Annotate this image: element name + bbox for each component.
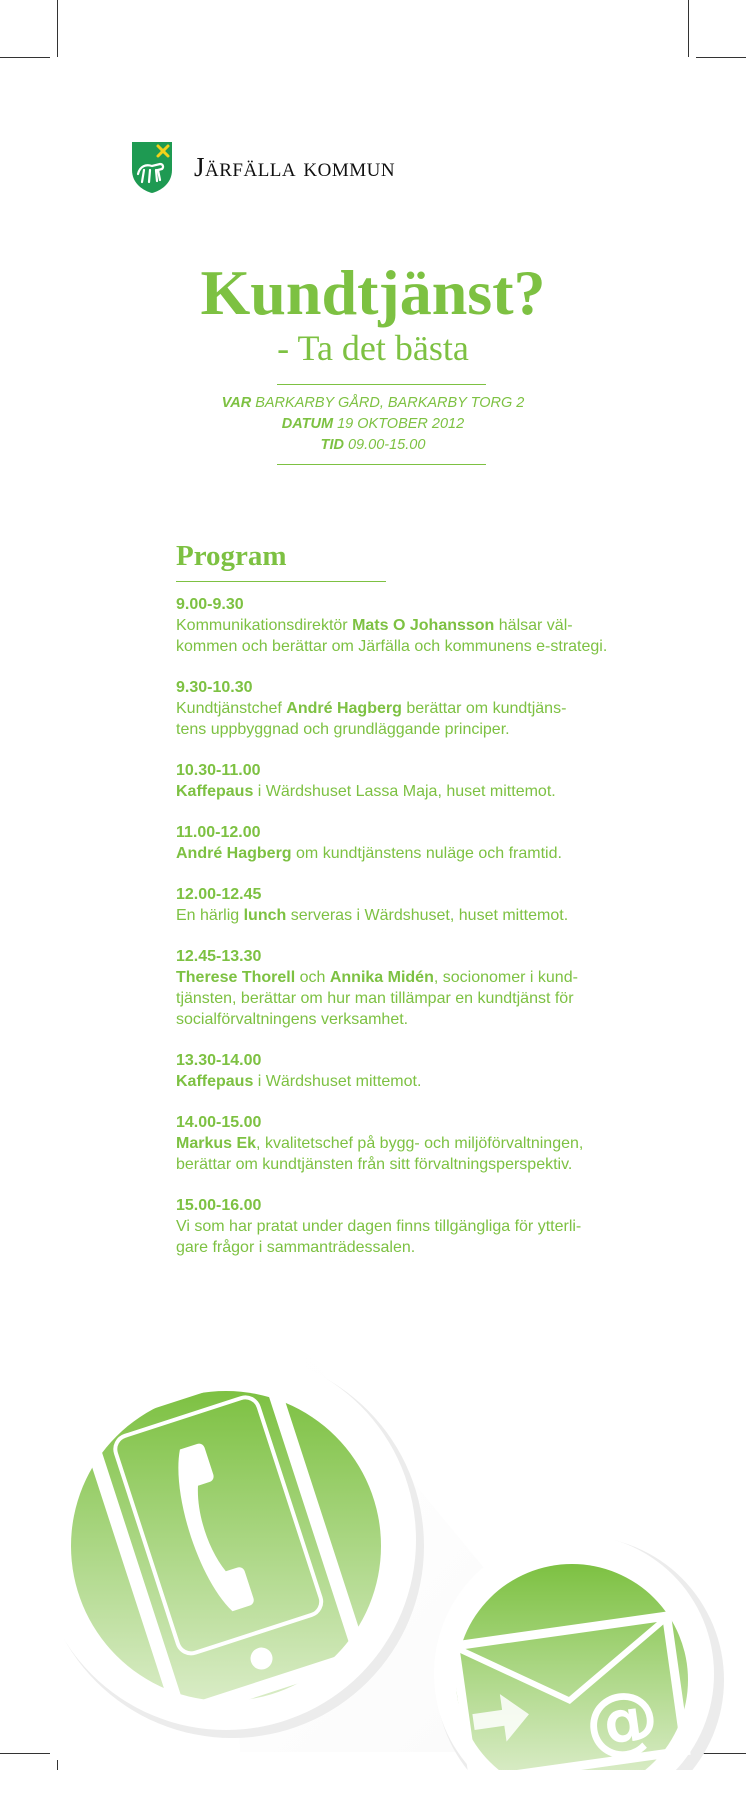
contact-graphics [0, 1260, 746, 1812]
program-entry-description [176, 905, 636, 926]
program-entry [176, 1112, 636, 1175]
program-heading: Program [176, 540, 287, 572]
program-list [176, 594, 636, 1278]
event-meta [0, 393, 746, 456]
program-entry-text: Kundtjänstchef [176, 700, 287, 717]
program-entry-description [176, 1216, 636, 1258]
program-entry-time: 10.30-11.00 [176, 762, 261, 779]
program-entry-highlight: Mats O Johansson [352, 617, 495, 634]
meta-row-location [0, 393, 746, 414]
program-entry-text: Vi som har pratat under dagen finns tillgängliga för ytterli- [176, 1218, 582, 1235]
program-entry-text: Kommunikationsdirektör [176, 617, 353, 634]
program-entry-time: 11.00-12.00 [176, 824, 261, 841]
program-entry-highlight: André Hagberg [286, 700, 402, 717]
page-subtitle: - Ta det bästa [277, 328, 469, 368]
program-entry-text: tens uppbyggnad och grundläggande principer. [176, 721, 510, 738]
program-entry-time: 9.00-9.30 [176, 596, 244, 613]
mobile-phone-icon [36, 1350, 424, 1738]
program-entry-text: serveras i Wärdshuset, huset mittemot. [286, 907, 569, 924]
org-name-initial: J [194, 151, 206, 182]
program-entry [176, 1195, 636, 1258]
meta-row-time [0, 435, 746, 456]
program-entry-description [176, 781, 636, 802]
org-logo [130, 140, 395, 194]
meta-rule-top [277, 384, 486, 385]
program-entry-text: , kvalitetschef på bygg- och miljöförvaltningen, [256, 1135, 584, 1152]
meta-rule-bottom [277, 464, 486, 465]
meta-value: 19 OKTOBER 2012 [337, 416, 465, 432]
program-entry-highlight: André Hagberg [176, 845, 292, 862]
program-entry-description [176, 698, 636, 740]
program-entry-description [176, 1071, 636, 1092]
program-entry-text: En härlig [176, 907, 244, 924]
program-entry-description [176, 1133, 636, 1175]
program-entry-text: berättar om kundtjäns- [401, 700, 567, 717]
program-heading-rule [176, 581, 386, 582]
program-entry-highlight: Markus Ek [176, 1135, 257, 1152]
jarfalla-coat-of-arms-icon [130, 140, 174, 194]
svg-text:@: @ [579, 1672, 665, 1769]
program-entry-description [176, 843, 636, 864]
program-entry [176, 1050, 636, 1092]
meta-row-date [0, 414, 746, 435]
meta-label: TID [320, 437, 344, 453]
program-entry-text: i Wärdshuset Lassa Maja, huset mittemot. [253, 783, 556, 800]
program-entry [176, 594, 636, 657]
org-name [194, 152, 395, 183]
program-entry-time: 14.00-15.00 [176, 1114, 262, 1131]
meta-value: BARKARBY GÅRD, BARKARBY TORG 2 [255, 395, 525, 411]
program-entry-text: socialförvaltningens verksamhet. [176, 1011, 409, 1028]
org-name-rest: ärfälla kommun [205, 151, 396, 182]
program-entry-highlight: Therese Thorell [176, 969, 296, 986]
program-entry-text: om kundtjänstens nuläge och framtid. [291, 845, 562, 862]
program-entry-description [176, 615, 636, 657]
program-entry-time: 15.00-16.00 [176, 1197, 262, 1214]
program-entry-text: berättar om kundtjänsten från sitt förvaltningsperspektiv. [176, 1156, 573, 1173]
program-entry-text: hälsar väl- [494, 617, 573, 634]
program-entry [176, 760, 636, 802]
program-entry [176, 946, 636, 1030]
program-entry [176, 677, 636, 740]
meta-label: VAR [221, 395, 252, 411]
program-entry [176, 884, 636, 926]
program-entry-time: 9.30-10.30 [176, 679, 253, 696]
program-entry-highlight: Kaffepaus [176, 783, 254, 800]
program-entry-highlight: Kaffepaus [176, 1073, 254, 1090]
program-entry-text: i Wärdshuset mittemot. [253, 1073, 422, 1090]
meta-value: 09.00-15.00 [347, 437, 426, 453]
meta-label: DATUM [281, 416, 334, 432]
program-entry [176, 822, 636, 864]
program-entry-description [176, 967, 636, 1030]
program-entry-highlight: lunch [243, 907, 287, 924]
program-entry-time: 12.45-13.30 [176, 948, 262, 965]
program-entry-time: 13.30-14.00 [176, 1052, 262, 1069]
program-entry-text: , socionomer i kund- [433, 969, 578, 986]
program-entry-text: gare frågor i sammanträdessalen. [176, 1239, 416, 1256]
program-entry-text: och [295, 969, 330, 986]
page-title: Kundtjänst? [200, 257, 546, 328]
program-entry-text: tjänsten, berättar om hur man tillämpar en kundtjänst för [176, 990, 574, 1007]
program-entry-highlight: Annika Midén [329, 969, 434, 986]
program-entry-time: 12.00-12.45 [176, 886, 262, 903]
program-entry-text: kommen och berättar om Järfälla och kommunens e-strategi. [176, 638, 608, 655]
